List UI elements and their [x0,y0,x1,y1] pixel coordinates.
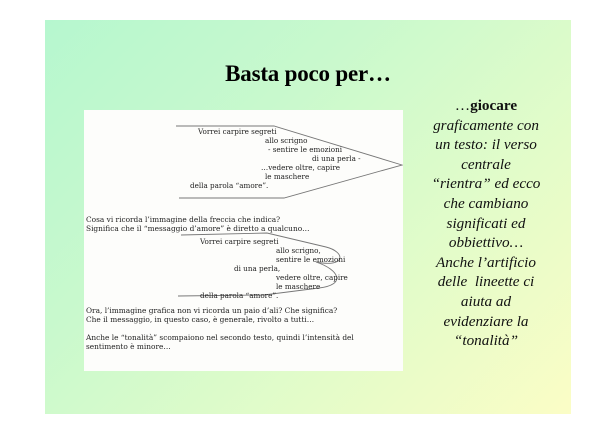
side-lead [407,96,565,116]
poem-line: allo scrigno, [276,246,321,255]
arrow-answer: Significa che il “messaggio d’amore” è diretto a qualcuno… [86,224,310,233]
poem-line: le maschere [276,282,321,291]
side-line: “rientra” ed ecco [431,175,541,193]
slide-title: Basta poco per… [225,61,391,86]
side-line: “tonalità” [453,332,519,350]
poem-line: - sentire le emozioni [268,145,343,154]
side-line: aiuta ad [460,292,512,310]
wings-answer: Che il messaggio, in questo caso, è generale, rivolto a tutti… [86,315,315,324]
side-line: un testo: il verso [435,136,537,154]
lead-keyword: giocare [470,97,518,114]
poem-line: di una perla, [234,264,281,273]
slide [45,20,571,414]
tonality-note-line-1: Anche le “tonalità” scompaiono nel secondo testo, quindi l’intensità del [86,333,354,342]
poem-line: Vorrei carpire segreti [200,237,279,246]
poem-line: vedere oltre, capire [276,273,348,282]
poem-line: sentire le emozioni [276,255,346,264]
side-line: Anche l’artificio [436,253,536,271]
arrow-question: Cosa vi ricorda l’immagine della freccia che indica? [86,215,281,224]
poem-line: della parola “amore”. [200,291,279,300]
scanned-text-image [84,110,403,371]
poem-line: della parola “amore”. [190,181,269,190]
poem-line: le maschere [265,172,310,181]
side-line: che cambiano [443,194,529,212]
poem-line: di una perla - [312,154,361,163]
side-line: evidenziare la [443,312,529,330]
side-line: delle lineette ci [437,273,535,291]
wings-question: Ora, l’immagine grafica non vi ricorda un paio d’ali? Che significa? [86,306,338,315]
side-commentary [407,96,565,351]
tonality-note-line-2: sentimento è minore… [86,342,171,351]
poem-line: allo scrigno [265,136,308,145]
lead-ellipsis: … [454,97,471,114]
side-line: centrale [461,155,511,173]
side-line: significati ed [446,214,526,232]
side-line: graficamente con [433,116,539,134]
poem-line: …vedere oltre, capire [261,163,341,172]
poem-line: Vorrei carpire segreti [198,127,277,136]
side-line: obbiettivo… [448,234,524,252]
